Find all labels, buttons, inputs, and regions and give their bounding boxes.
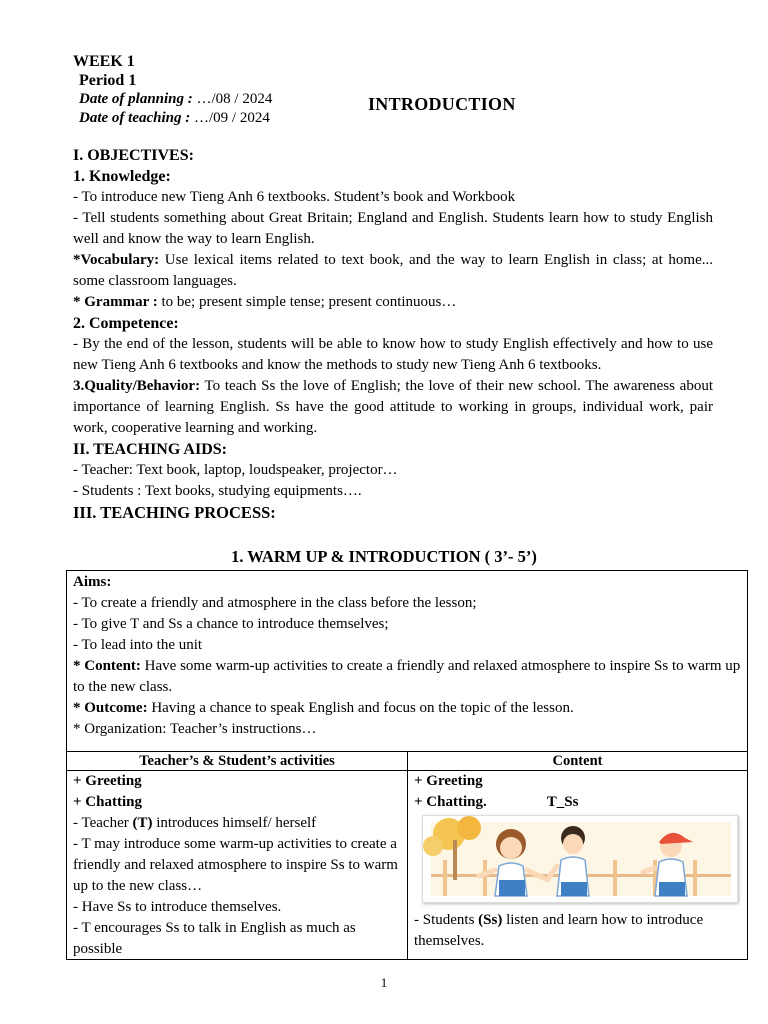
knowledge-heading: 1. Knowledge:	[73, 168, 171, 185]
warmup-section-title: 1. WARM UP & INTRODUCTION ( 3’- 5’)	[231, 547, 537, 566]
content-chatting: + Chatting. T_Ss	[414, 794, 579, 810]
aims-label: Aims:	[73, 574, 112, 590]
teaching-process-heading: III. TEACHING PROCESS:	[73, 503, 276, 522]
aims-line-1: - To create a friendly and atmosphere in the class before the lesson;	[73, 595, 477, 611]
organization-line: * Organization: Teacher’s instructions…	[73, 721, 317, 737]
date-of-teaching: Date of teaching : …/09 / 2024	[79, 110, 270, 126]
date-of-planning: Date of planning : …/08 / 2024	[79, 91, 273, 107]
students-listen-line: - Students (Ss) listen and learn how to introduce themselves.	[414, 912, 704, 949]
lesson-body	[73, 145, 713, 523]
knowledge-line-1: - To introduce new Tieng Anh 6 textbooks. Student’s book and Workbook	[73, 189, 516, 205]
content-greeting: + Greeting	[414, 773, 483, 789]
content-column	[408, 752, 747, 960]
page-number: 1	[380, 975, 388, 990]
vocabulary-paragraph: *Vocabulary: Use lexical items related to text book, and the way to learn English in class; at home... some classroom languages.	[73, 252, 713, 289]
activities-cell	[67, 771, 407, 960]
chatting-item: + Chatting	[73, 794, 142, 810]
aims-block	[73, 572, 741, 740]
content-paragraph: * Content: Have some warm-up activities to create a friendly and relaxed atmosphere to inspire Ss to warm up to the new class.	[73, 658, 741, 695]
header-block	[73, 52, 373, 128]
period-label: Period 1	[79, 72, 137, 89]
encourage-line: - T encourages Ss to talk in English as much as possible	[73, 920, 356, 957]
col1-header: Teacher’s & Student’s activities	[67, 752, 407, 771]
activities-table	[67, 751, 747, 960]
aids-teacher: - Teacher: Text book, laptop, loudspeaker, projector…	[73, 462, 398, 478]
aids-students: - Students : Text books, studying equipments….	[73, 483, 362, 499]
aims-line-3: - To lead into the unit	[73, 637, 203, 653]
outcome-paragraph: * Outcome: Having a chance to speak English and focus on the topic of the lesson.	[73, 700, 574, 716]
quality-paragraph: 3.Quality/Behavior: To teach Ss the love of English; the love of their new school. The awareness about importance of learning English. Ss have the good attitude to working in groups, individual work, pair work, cooperative learning and working.	[73, 378, 713, 436]
introduce-line: - Have Ss to introduce themselves.	[73, 899, 282, 915]
competence-paragraph: - By the end of the lesson, students will be able to know how to study English effectively and how to use new Tieng Anh 6 textbooks and know the methods to study new Tieng Anh 6 textbooks.	[73, 336, 713, 373]
competence-heading: 2. Competence:	[73, 315, 179, 332]
teacher-intro-line: - Teacher (T) introduces himself/ herself	[73, 815, 317, 831]
col2-header: Content	[408, 752, 747, 771]
lesson-title: INTRODUCTION	[368, 94, 516, 114]
content-cell	[408, 771, 747, 959]
knowledge-line-2: - Tell students something about Great Britain; England and English. Students learn how to study English well and know the way to learn English.	[73, 210, 713, 247]
objectives-heading: I. OBJECTIVES:	[73, 147, 194, 164]
activities-column	[67, 752, 408, 960]
greeting-item: + Greeting	[73, 773, 142, 789]
aims-line-2: - To give T and Ss a chance to introduce themselves;	[73, 616, 389, 632]
warmup-box	[66, 570, 748, 960]
week-label: WEEK 1	[73, 53, 135, 70]
warmup-activity-line: - T may introduce some warm-up activities to create a friendly and relaxed atmosphere to inspire Ss to warm up to the new class…	[73, 836, 398, 894]
students-illustration	[422, 815, 738, 903]
teaching-aids-heading: II. TEACHING AIDS:	[73, 441, 227, 458]
grammar-paragraph: * Grammar : to be; present simple tense; present continuous…	[73, 294, 457, 310]
students-illustration-svg	[423, 816, 737, 902]
